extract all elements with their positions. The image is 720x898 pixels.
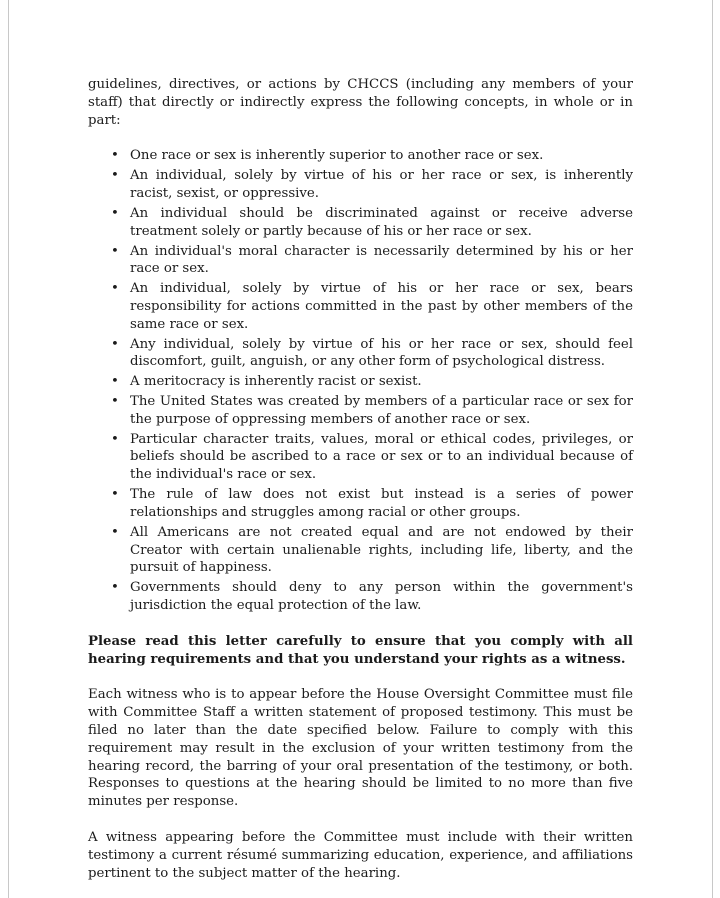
list-item: • The rule of law does not exist but instead is a series of power relationships and struggles among racial or other groups. [88,486,633,522]
resume-requirement-paragraph: A witness appearing before the Committee must include with their written testimony a current résumé summarizing education, experience, and affiliations pertinent to the subject matter of the hearing. [88,830,633,881]
list-item: • An individual, solely by virtue of his or her race or sex, bears responsibility for actions committed in the past by other members of the same race or sex. [88,280,633,333]
concepts-list [88,147,633,614]
list-item: • All Americans are not created equal and are not endowed by their Creator with certain unalienable rights, including life, liberty, and the pursuit of happiness. [88,524,633,577]
list-item: • A meritocracy is inherently racist or sexist. [88,373,633,391]
page-edge-left-line [8,0,9,898]
list-item: • An individual, solely by virtue of his or her race or sex, is inherently racist, sexist, or oppressive. [88,167,633,203]
list-item: • Any individual, solely by virtue of his or her race or sex, should feel discomfort, guilt, anguish, or any other form of psychological distress. [88,336,633,372]
page-edge-right-line [712,0,713,898]
list-item: • An individual should be discriminated against or receive adverse treatment solely or partly because of his or her race or sex. [88,205,633,241]
bold-notice-paragraph: Please read this letter carefully to ensure that you comply with all hearing requirements and that you understand your rights as a witness. [88,633,633,667]
intro-paragraph: guidelines, directives, or actions by CHCCS (including any members of your staff) that directly or indirectly express the following concepts, in whole or in part: [88,77,633,128]
list-item: • Particular character traits, values, moral or ethical codes, privileges, or beliefs should be ascribed to a race or sex or to an individual because of the individual's race or sex. [88,431,633,484]
list-item: • An individual's moral character is necessarily determined by his or her race or sex. [88,243,633,279]
letter-body [88,76,633,898]
list-item: • Governments should deny to any person within the government's jurisdiction the equal protection of the law. [88,579,633,615]
testimony-requirements-paragraph: Each witness who is to appear before the House Oversight Committee must file with Committee Staff a written statement of proposed testimony. This must be filed no later than the date specified below. Failure to comply with this requirement may result in the exclusion of your written testimony from the hearing record, the barring of your oral presentation of the testimony, or both. Responses to questions at the hearing should be limited to no more than five minutes per response. [88,687,633,810]
list-item: • One race or sex is inherently superior to another race or sex. [88,147,633,165]
list-item: • The United States was created by members of a particular race or sex for the purpose of oppressing members of another race or sex. [88,393,633,429]
